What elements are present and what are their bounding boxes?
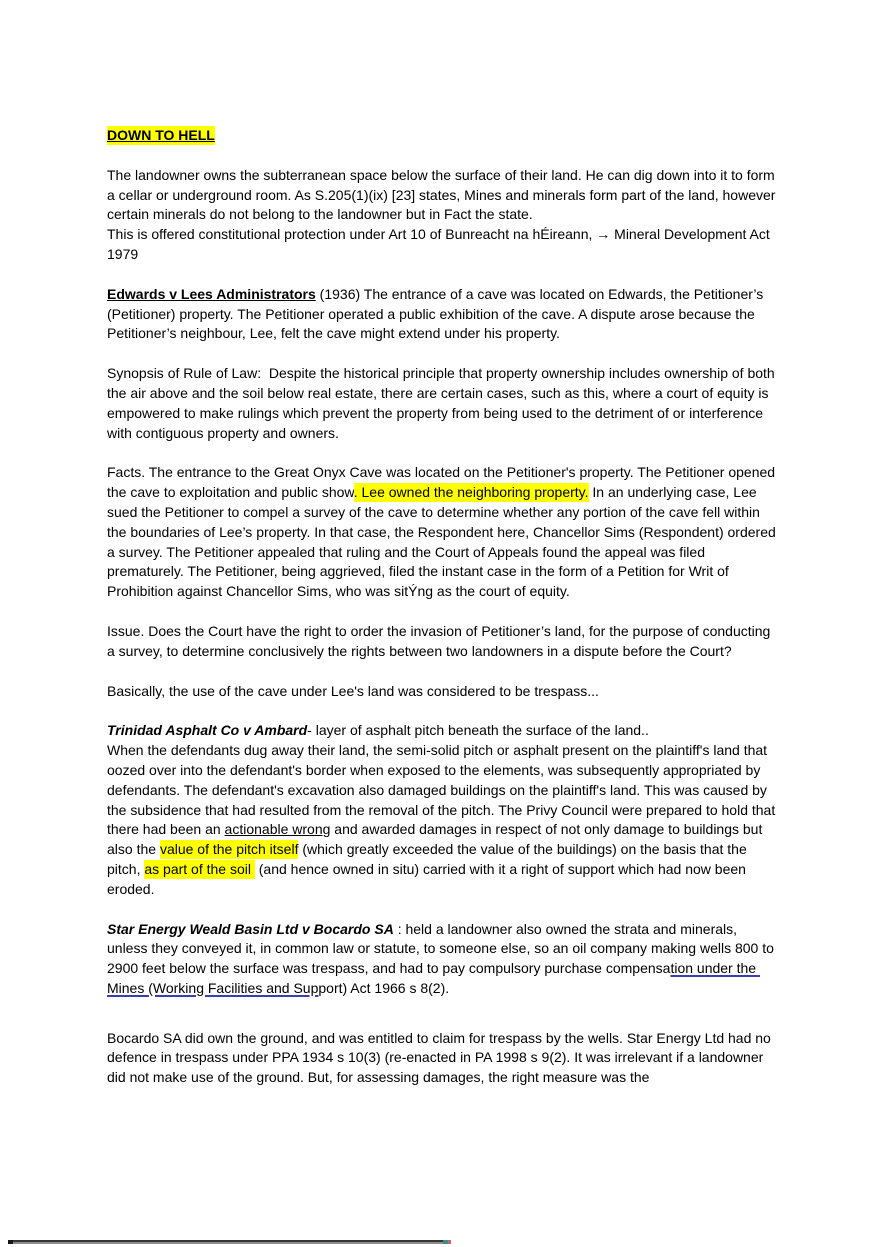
text-run: When the defendants dug away their land, the semi-solid pitch or asphalt present on the plaintiff's land that oozed over into the defendant's border when exposed to the elements, was subsequently appropriated by defendants. The defendant's excavation also damaged buildings on the plaintiff's land. This was caused by the subsidence that had resulted from the removal of the pitch. The Privy Council were prepared to hold that there had been an (107, 742, 780, 838)
document-body (107, 126, 779, 1088)
para-issue (107, 622, 779, 662)
text-run: Synopsis of Rule of Law: Despite the historical principle that property ownership includes ownership of both the air above and the soil below real estate, there are certain cases, such as this, where a court of equity is empowered to make rulings which prevent the property from being used to the detriment of or interference with contiguous property and owners. (107, 365, 779, 441)
heading-down-to-hell (107, 126, 779, 146)
highlighted-text-run: as part of the soil (144, 860, 255, 877)
text-run: Star Energy Weald Basin Ltd v Bocardo SA (107, 920, 394, 937)
para-star-energy (107, 920, 779, 999)
text-run: The landowner owns the subterranean space below the surface of their land. He can dig down into it to form a cellar or underground room. As S.205(1)(ix) [23] states, Mines and minerals form part of the land, however certain minerals do not belong to the landowner but in Fact the state. (107, 166, 780, 223)
para-basically-trespass (107, 682, 779, 702)
text-run: (1936) The entrance of a cave was located on Edwards, the Petitioner’s (Petitioner) property. The Petitioner operated a public exhibition of the cave. A dispute arose because the Petitioner’s neighbour, Lee, felt the cave might extend under his property. (107, 285, 768, 342)
text-run: Issue. Does the Court have the right to order the invasion of Petitioner’s land, for the purpose of conducting a survey, to determine conclusively the rights between two landowners in a dispute before the Court? (107, 622, 775, 659)
para-bocardo (107, 1029, 779, 1088)
para-facts (107, 463, 779, 602)
para-trinidad-asphalt (107, 721, 779, 899)
text-run: - layer of asphalt pitch beneath the surface of the land.. (307, 722, 649, 739)
text-run: Bocardo SA did own the ground, and was entitled to claim for trespass by the wells. Star Energy Ltd had no defence in trespass under PPA 1934 s 10(3) (re-enacted in PA 1998 s 9(2). It was irrelevant if a landowner did not make use of the ground. But, for assessing damages, the right measure was the (107, 1029, 775, 1086)
drawn-line-body (13, 1240, 443, 1244)
text-run: This is offered constitutional protection under Art 10 of Bunreacht na hÉireann, → Mineral Development Act 1979 (107, 226, 774, 262)
text-run: and awarded damages in respect of not only damage to buildings but also the (107, 821, 767, 858)
para-edwards-v-lees (107, 285, 779, 344)
highlighted-text-run: . Lee owned the neighboring property. (353, 484, 589, 501)
text-run: : held a landowner also owned the strata and minerals, unless they conveyed it, in common law or statute, to someone else, so an oil company making wells 800 to 2900 feet below the surface was trespass, and had to pay compulsory purchase compensa (107, 920, 778, 977)
text-run: port) Act 1966 s 8(2). (318, 979, 450, 996)
drawn-line (8, 1240, 451, 1244)
drawn-line-tip-red (448, 1240, 451, 1244)
text-run: (which greatly exceeded the value of the buildings) on the basis that the pitch, (107, 841, 751, 877)
text-run: Edwards v Lees Administrators (107, 285, 316, 302)
text-run: Trinidad Asphalt Co v Ambard (107, 722, 308, 739)
text-run: Basically, the use of the cave under Lee's land was considered to be trespass... (107, 682, 599, 699)
text-run: (and hence owned in situ) carried with it a right of support which had now been eroded. (107, 860, 750, 897)
para-landowner-subterranean (107, 166, 779, 265)
highlighted-text-run: DOWN TO HELL (107, 127, 215, 143)
text-run: In an underlying case, Lee sued the Petitioner to compel a survey of the cave to determine whether any portion of the cave fell within the boundaries of Lee’s property. In that case, the Respondent here, Chancellor Sims (Respondent) ordered a survey. The Petitioner appealed that ruling and the Court of Appeals found the appeal was filed prematurely. The Petitioner, being aggrieved, filed the instant case in the form of a Petition for Writ of Prohibition against Chancellor Sims, who was sitÝng as the court of equity. (107, 484, 780, 600)
text-run: Facts. The entrance to the Great Onyx Cave was located on the Petitioner's property. The Petitioner opened the cave to exploitation and public show (107, 464, 779, 501)
highlighted-text-run: value of the pitch itself (159, 841, 299, 858)
para-synopsis-rule-of-law (107, 364, 779, 443)
link-text-run[interactable]: tion under the Mines (Working Facilities and Sup (107, 960, 760, 996)
text-run: actionable wrong (224, 821, 331, 838)
